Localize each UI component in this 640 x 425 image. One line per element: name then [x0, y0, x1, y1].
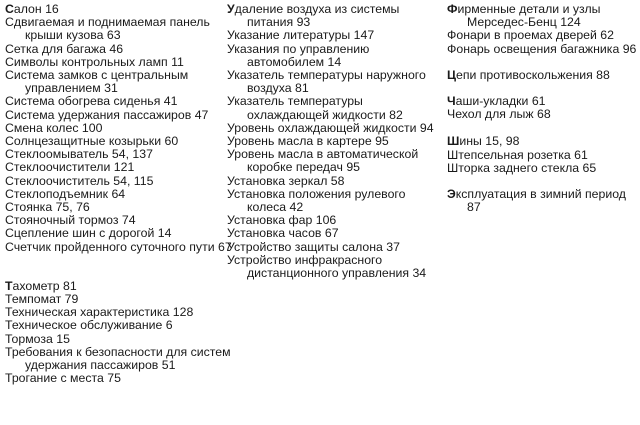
index-entry — [227, 69, 439, 95]
index-entry-text: ины 15, 98 — [459, 134, 520, 149]
section-initial-letter: С — [5, 2, 14, 16]
index-entry-text: Техническая характеристика 128 — [5, 305, 194, 320]
index-entry — [227, 3, 439, 29]
index-entry-text: Стеклоподъемник 64 — [5, 186, 126, 201]
index-entry-text: Солнцезащитные козырьки 60 — [5, 134, 179, 149]
index-entry — [5, 241, 237, 254]
index-entry-text: аши-укладки 61 — [455, 94, 546, 109]
index-entry-text: Система обогрева сиденья 41 — [5, 94, 178, 109]
index-entry-text: алон 16 — [13, 2, 59, 16]
index-entry — [5, 69, 237, 95]
index-entry-text: Установка положения рулевого колеса 42 — [227, 186, 406, 215]
index-entry-text: Система замков с центральным управлением 31 — [5, 68, 189, 96]
index-entry-text: Система удержания пассажиров 47 — [5, 107, 209, 122]
section-initial-letter: Ф — [447, 2, 458, 16]
section-initial-letter: Ч — [447, 94, 456, 109]
section-initial-letter: У — [227, 2, 235, 16]
index-entry-text: Сцепление шин с дорогой 14 — [5, 226, 172, 241]
index-entry — [447, 162, 637, 175]
index-entry — [227, 43, 439, 69]
index-entry-text: Трогание с места 75 — [5, 371, 121, 386]
index-entry-text: Стеклоочиститель 54, 115 — [5, 173, 154, 188]
index-entry-text: Стеклоочистители 121 — [5, 160, 135, 175]
index-entry-text: Установка часов 67 — [227, 226, 339, 241]
index-entry-text: Символы контрольных ламп 11 — [5, 54, 184, 69]
index-entry-text: Установка зеркал 58 — [227, 173, 345, 188]
index-entry — [227, 254, 439, 280]
index-entry-text: Указатель температуры охлаждающей жидкости 82 — [227, 94, 403, 122]
index-entry-text: Шторка заднего стекла 65 — [447, 160, 597, 175]
index-entry-text: Фонарь освещения багажника 96 — [447, 41, 637, 56]
index-entry-text: Штепсельная розетка 61 — [447, 147, 588, 162]
index-entry-text: Сдвигаемая и поднимаемая панель крыши кузова 63 — [5, 15, 210, 43]
section-initial-letter: Ш — [447, 134, 460, 149]
index-entry — [447, 43, 637, 56]
index-entry-text: Требования к безопасности для систем удержания пассажиров 51 — [5, 344, 231, 373]
index-entry-text: Уровень масла в картере 95 — [227, 134, 389, 149]
index-entry-text: Уровень охлаждающей жидкости 94 — [227, 120, 434, 135]
section-initial-letter: Т — [5, 278, 13, 293]
index-column-3 — [447, 3, 637, 214]
index-entry-text: ирменные детали и узлы Мерседес-Бенц 124 — [457, 2, 601, 30]
index-entry-text: даление воздуха из системы питания 93 — [234, 2, 400, 30]
index-entry-text: Счетчик пройденного суточного пути 67 — [5, 239, 232, 254]
index-entry-text: Стоянка 75, 76 — [5, 200, 90, 215]
index-entry — [5, 16, 237, 42]
index-entry-text: Смена колес 100 — [5, 120, 103, 135]
index-entry-text: Устройство защиты салона 37 — [227, 239, 400, 254]
index-entry-text: епи противоскольжения 88 — [455, 67, 610, 82]
index-entry-text: Стеклоомыватель 54, 137 — [5, 147, 153, 162]
index-entry-text: Техническое обслуживание 6 — [5, 318, 173, 333]
index-entry — [227, 188, 439, 214]
index-entry-text: Фонари в проемах дверей 62 — [447, 28, 614, 43]
index-entry-text: Уровень масла в автоматической коробке передач 95 — [227, 147, 419, 175]
index-entry — [447, 69, 637, 82]
index-entry — [447, 3, 637, 29]
index-entry — [227, 148, 439, 174]
index-entry-text: Темпомат 79 — [5, 292, 79, 307]
index-entry — [447, 188, 637, 214]
index-entry-text: Указатель температуры наружного воздуха 81 — [227, 68, 426, 96]
index-entry — [227, 95, 439, 121]
index-column-2 — [227, 3, 439, 280]
index-entry-text: Указание литературы 147 — [227, 28, 375, 43]
index-entry — [5, 346, 237, 372]
index-entry-text: Тормоза 15 — [5, 331, 70, 346]
index-entry-text: Стояночный тормоз 74 — [5, 213, 136, 228]
index-column-1 — [5, 3, 237, 385]
index-entry-text: Сетка для багажа 46 — [5, 41, 124, 56]
index-entry — [5, 372, 237, 385]
section-initial-letter: Э — [447, 187, 456, 202]
index-entry-text: Устройство инфракрасного дистанционного управления 34 — [227, 252, 427, 281]
index-entry-text: Указания по управлению автомобилем 14 — [227, 41, 370, 69]
index-entry-text: Чехол для лыж 68 — [447, 107, 551, 122]
index-entry — [447, 108, 637, 121]
section-initial-letter: Ц — [447, 67, 456, 82]
index-entry-text: ксплуатация в зимний период 87 — [455, 187, 626, 215]
index-entry-text: ахометр 81 — [12, 278, 77, 293]
index-entry-text: Установка фар 106 — [227, 213, 337, 228]
